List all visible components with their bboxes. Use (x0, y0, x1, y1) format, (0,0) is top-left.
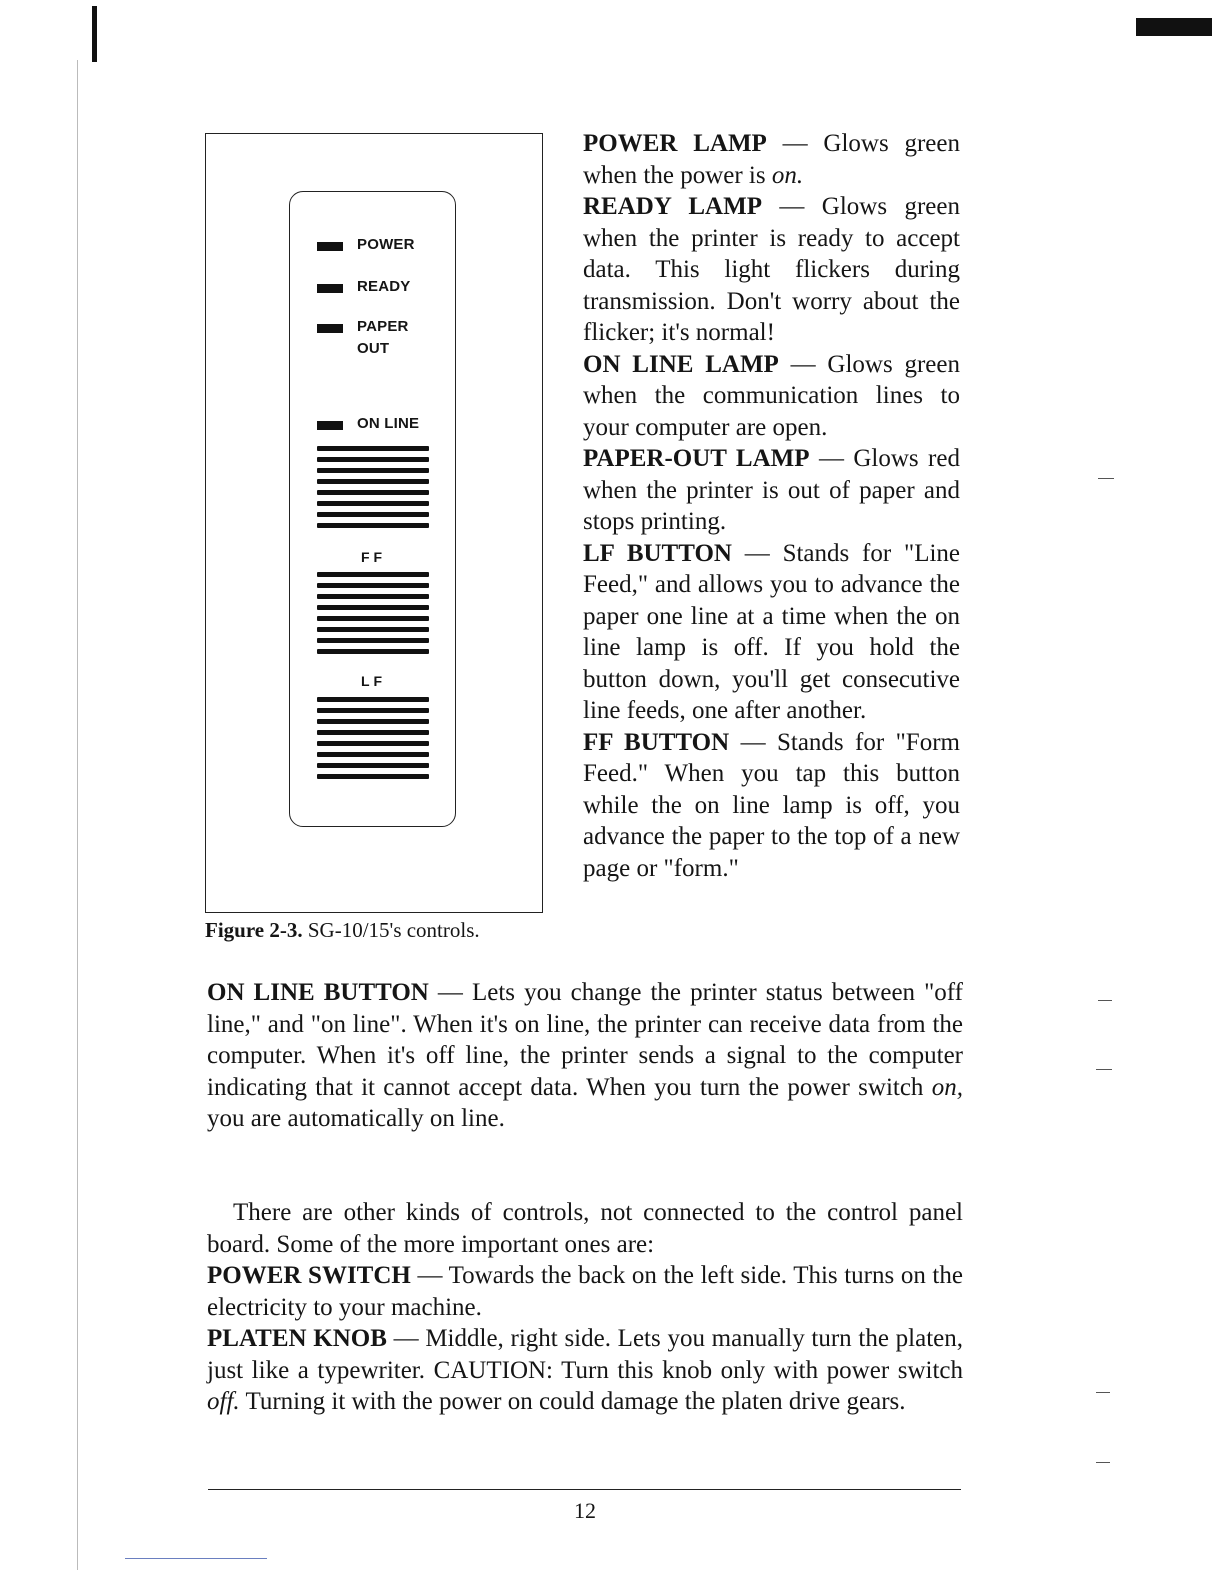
power-switch-entry: POWER SWITCH — Towards the back on the left side. This turns on the electricity to your machine. (207, 1262, 963, 1321)
online-button-term: ON LINE BUTTON (207, 979, 429, 1006)
power-lamp-emphasis: on. (771, 161, 804, 189)
online-button-text: Lets you change the printer status between "off line," and "on line". When it's on line, the printer can receive data from the computer. When it's off line, the printer sends a signal to the computer indicating that it cannot accept data. When you turn the power switch (207, 979, 964, 1101)
power-lamp-entry: POWER LAMP — Glows green when the power is on. (583, 130, 960, 189)
on-line-button-graphic (317, 446, 429, 534)
lamp-on-line (317, 417, 427, 435)
online-lamp-term: ON LINE LAMP (583, 350, 779, 378)
lamp-ready-label: READY (357, 278, 411, 295)
power-switch-term: POWER SWITCH (207, 1262, 411, 1289)
platen-knob-text: Middle, right side. Lets you manually turn the platen, just like a typewriter. CAUTION: Turn this knob only with power switch (207, 1325, 963, 1384)
power-lamp-text: Glows green when the power is (583, 130, 960, 189)
lamp-paper-out-label: PAPER OUT (357, 318, 409, 357)
platen-knob-entry: PLATEN KNOB — Middle, right side. Lets you manually turn the platen, just like a typewriter. CAUTION: Turn this knob only with power switch off. Turning it with the power on could damage the platen drive gears. (207, 1325, 963, 1415)
margin-mark (1098, 1000, 1112, 1001)
online-button-paragraph: ON LINE BUTTON — Lets you change the printer status between "off line," and "on line". When it's on line, the printer can receive data from the computer. When it's off line, the printer sends a signal to the computer indicating that it cannot accept data. When you turn the power switch on, you are automatically on line. (207, 979, 964, 1132)
lamp-power-label: POWER (357, 236, 415, 253)
online-lamp-text: Glows green when the communication lines to your computer are open. (583, 350, 960, 441)
power-lamp-term: POWER LAMP (583, 130, 767, 157)
figure-caption (205, 918, 480, 943)
margin-mark (1098, 478, 1114, 479)
on-line-led-icon (317, 421, 343, 430)
margin-mark (1096, 1069, 1112, 1070)
footer-rule (208, 1489, 961, 1490)
figure-caption-text: SG-10/15's controls. (307, 918, 480, 942)
lamp-button-descriptions (583, 128, 960, 884)
ready-lamp-text: Glows green when the printer is ready to accept data. This light flickers during transmission. Don't worry about the flicker; it's normal! (583, 193, 960, 346)
paper-out-lamp-text: Glows red when the printer is out of paper and stops printing. (583, 445, 960, 535)
ff-button-entry: FF BUTTON — Stands for "Form Feed." When you tap this button while the on line lamp is off, you advance the paper to the top of a new page or "form." (583, 728, 960, 882)
other-controls-section (207, 1197, 963, 1418)
ff-button-label: FF (361, 549, 387, 565)
lamp-paper-out (317, 320, 427, 360)
power-switch-text: Towards the back on the left side. This turns on the electricity to your machine. (207, 1262, 963, 1321)
ready-lamp-term: READY LAMP (583, 193, 762, 220)
lf-button-entry: LF BUTTON — Stands for "Line Feed," and allows you to advance the paper one line at a time when the on line lamp is off. If you hold the button down, you'll get consecutive line feeds, one after another. (583, 539, 961, 724)
paper-out-lamp-term: PAPER-OUT LAMP (583, 445, 810, 472)
lamp-power (317, 238, 427, 256)
platen-knob-term: PLATEN KNOB (207, 1325, 387, 1352)
lf-button-text: Stands for "Line Feed," and allows you to advance the paper one line at a time when the on line lamp is off. If you hold the button down, you'll get consecutive line feeds, one after another. (583, 539, 961, 724)
ready-lamp-entry: READY LAMP — Glows green when the printer is ready to accept data. This light flickers during transmission. Don't worry about the flicker; it's normal! (583, 193, 960, 346)
figure-caption-label: Figure 2-3. (205, 918, 303, 942)
lamp-ready (317, 280, 427, 298)
margin-mark (125, 1558, 267, 1559)
scan-mark-right (1136, 18, 1212, 36)
ready-led-icon (317, 284, 343, 293)
ff-button-term: FF BUTTON (583, 728, 730, 756)
online-button-text-end: you are automatically on line. (207, 1105, 505, 1132)
online-lamp-entry: ON LINE LAMP — Glows green when the communication lines to your computer are open. (583, 350, 960, 441)
page-edge-line (77, 60, 78, 1570)
lf-button-label: LF (361, 673, 387, 689)
paper-out-lamp-entry: PAPER-OUT LAMP — Glows red when the printer is out of paper and stops printing. (583, 445, 960, 535)
margin-mark (1096, 1462, 1110, 1463)
margin-mark (1096, 1392, 1110, 1393)
lamp-on-line-label: ON LINE (357, 415, 420, 432)
scan-mark-left (92, 6, 97, 62)
platen-knob-text-end: Turning it with the power on could damage the platen drive gears. (245, 1388, 906, 1415)
paper-out-led-icon (317, 324, 343, 333)
power-led-icon (317, 242, 343, 251)
ff-button-text: Stands for "Form Feed." When you tap this button while the on line lamp is off, you advance the paper to the top of a new page or "form." (583, 728, 960, 882)
platen-knob-emphasis: off. (207, 1388, 240, 1415)
lf-button-graphic (317, 697, 429, 785)
lf-button-term: LF BUTTON (583, 539, 732, 567)
online-button-emphasis: on, (931, 1073, 963, 1101)
ff-button-graphic (317, 572, 429, 660)
other-controls-intro: There are other kinds of controls, not connected to the control panel board. Some of the more important ones are: (207, 1199, 963, 1258)
page-number: 12 (574, 1498, 596, 1523)
